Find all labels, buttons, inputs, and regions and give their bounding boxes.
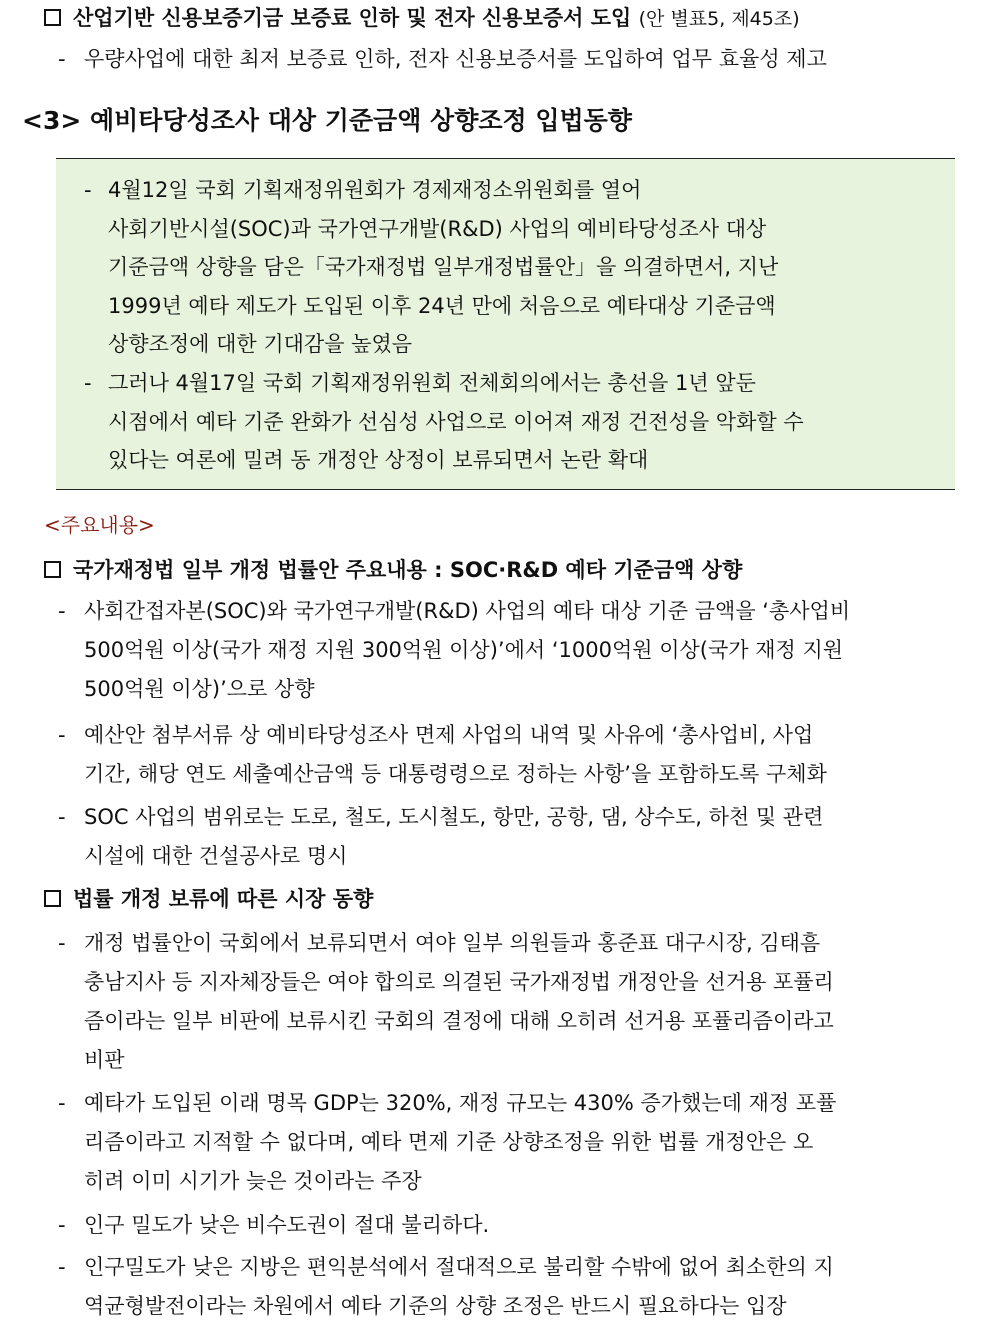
text-line: 즘이라는 일부 비판에 보류시킨 국회의 결정에 대해 오히려 선거용 포퓰리즘이라고 <box>84 1009 834 1033</box>
text-line: 예타가 도입된 이래 명목 GDP는 320%, 재정 규모는 430% 증가했는데 재정 포퓰 <box>84 1091 837 1115</box>
text-line: 있다는 여론에 밀려 동 개정안 상정이 보류되면서 논란 확대 <box>108 448 649 472</box>
heading-credit-guarantee <box>44 3 980 34</box>
bullet-populism-criticism: - 개정 법률안이 국회에서 보류되면서 여야 일부 의원들과 홍준표 대구시장, 김태흠 충남지사 등 지자체장들은 여야 합의로 의결된 국가재정법 개정안을 선거용 포퓰리 즘이라는 일부 비판에 보류시킨 국회의 결정에 대해 오히려 선거용 포퓰리즘이라고 비판 <box>58 924 980 1080</box>
text-line: 충남지사 등 지자체장들은 여야 합의로 의결된 국가재정법 개정안을 선거용 포퓰리 <box>84 970 834 994</box>
heading-market-trend <box>44 884 980 914</box>
text-line: (안 별표5, 제45조) <box>638 8 800 30</box>
bullet-gdp-growth: - 예타가 도입된 이래 명목 GDP는 320%, 재정 규모는 430% 증가했는데 재정 포퓰 리즘이라고 지적할 수 없다며, 예타 면제 기준 상향조정을 위한 법률 개정안은 오 히려 이미 시기가 늦은 것이라는 주장 <box>58 1084 980 1201</box>
text-line: 국가재정법 일부 개정 법률안 주요내용 : SOC·R&D 예타 기준금액 상향 <box>73 558 743 582</box>
text-line: 상향조정에 대한 기대감을 높였음 <box>108 332 413 356</box>
major-content-label: <주요내용> <box>44 513 155 537</box>
text-line: SOC 사업의 범위로는 도로, 철도, 도시철도, 항만, 공항, 댐, 상수도, 하천 및 관련 <box>84 805 824 829</box>
text-line: 시점에서 예타 기준 완화가 선심성 사업으로 이어져 재정 건전성을 악화할 수 <box>108 409 804 434</box>
text-line: 인구 밀도가 낮은 비수도권이 절대 불리하다. <box>84 1213 490 1237</box>
section-title: <3> 예비타당성조사 대상 기준금액 상향조정 입법동향 <box>22 106 632 135</box>
bullet-non-capital-disadvantage: - 인구 밀도가 낮은 비수도권이 절대 불리하다. <box>58 1213 490 1237</box>
text-line: 1999년 예타 제도가 도입된 이후 24년 만에 처음으로 예타대상 기준금액 <box>108 293 776 318</box>
text-line: 기간, 해당 연도 세출예산금액 등 대통령령으로 정하는 사항’을 포함하도록 구체화 <box>84 762 827 786</box>
text-line: 비판 <box>84 1048 125 1072</box>
summary-bullet-2: - 그러나 4월17일 국회 기획재정위원회 전체회의에서는 총선을 1년 앞둔 시점에서 예타 기준 완화가 선심성 사업으로 이어져 재정 건전성을 악화할 수 있다는 여론에 밀려 동 개정안 상정이 보류되면서 논란 확대 <box>84 364 945 480</box>
heading-amendment-content <box>44 555 980 585</box>
bullet-credit-guarantee: - 우량사업에 대한 최저 보증료 인하, 전자 신용보증서를 도입하여 업무 효율성 제고 <box>58 47 827 71</box>
text-line: 리즘이라고 지적할 수 없다며, 예타 면제 기준 상향조정을 위한 법률 개정안은 오 <box>84 1130 814 1154</box>
text-line: 기준금액 상향을 담은「국가재정법 일부개정법률안」을 의결하면서, 지난 <box>108 255 779 279</box>
text-line: 500억원 이상(국가 재정 지원 300억원 이상)’에서 ‘1000억원 이상(국가 재정 지원 <box>84 638 844 662</box>
bullet-exemption-details: - 예산안 첨부서류 상 예비타당성조사 면제 사업의 내역 및 사유에 ‘총사업비, 사업 기간, 해당 연도 세출예산금액 등 대통령령으로 정하는 사항’을 포함하도록 구체화 <box>58 716 980 794</box>
text-line: 법률 개정 보류에 따른 시장 동향 <box>73 887 374 911</box>
text-line: 4월12일 국회 기획재정위원회가 경제재정소위원회를 열어 <box>108 178 642 202</box>
bullet-threshold-raise: - 사회간접자본(SOC)와 국가연구개발(R&D) 사업의 예타 대상 기준 금액을 ‘총사업비 500억원 이상(국가 재정 지원 300억원 이상)’에서 ‘1000억원 이상(국가 재정 지원 500억원 이상)’으로 상향 <box>58 592 980 709</box>
text-line: 역균형발전이라는 차원에서 예타 기준의 상향 조정은 반드시 필요하다는 입장 <box>84 1294 787 1318</box>
summary-box <box>56 158 955 490</box>
text-line: 사회간접자본(SOC)와 국가연구개발(R&D) 사업의 예타 대상 기준 금액을 ‘총사업비 <box>84 599 851 623</box>
text-line: 우량사업에 대한 최저 보증료 인하, 전자 신용보증서를 도입하여 업무 효율성 제고 <box>84 47 827 71</box>
text-line: 히려 이미 시기가 늦은 것이라는 주장 <box>84 1169 422 1193</box>
bullet-soc-scope: - SOC 사업의 범위로는 도로, 철도, 도시철도, 항만, 공항, 댐, 상수도, 하천 및 관련 시설에 대한 건설공사로 명시 <box>58 798 980 876</box>
text-line: 예산안 첨부서류 상 예비타당성조사 면제 사업의 내역 및 사유에 ‘총사업비, 사업 <box>84 723 814 747</box>
text-line: 사회기반시설(SOC)과 국가연구개발(R&D) 사업의 예비타당성조사 대상 <box>108 216 767 241</box>
text-line: 개정 법률안이 국회에서 보류되면서 여야 일부 의원들과 홍준표 대구시장, 김태흠 <box>84 931 821 955</box>
text-line: 인구밀도가 낮은 지방은 편익분석에서 절대적으로 불리할 수밖에 없어 최소한의 지 <box>84 1255 834 1279</box>
text-line: 그러나 4월17일 국회 기획재정위원회 전체회의에서는 총선을 1년 앞둔 <box>108 371 756 395</box>
checkbox-square-icon <box>44 890 61 907</box>
checkbox-square-icon <box>44 561 61 578</box>
bullet-regional-balance: - 인구밀도가 낮은 지방은 편익분석에서 절대적으로 불리할 수밖에 없어 최소한의 지 역균형발전이라는 차원에서 예타 기준의 상향 조정은 반드시 필요하다는 입장 <box>58 1248 980 1326</box>
checkbox-square-icon <box>44 9 61 26</box>
text-line: 500억원 이상)’으로 상향 <box>84 677 315 701</box>
text-line: 시설에 대한 건설공사로 명시 <box>84 844 348 868</box>
text-line: 산업기반 신용보증기금 보증료 인하 및 전자 신용보증서 도입 <box>73 6 632 30</box>
summary-bullet-1: - 4월12일 국회 기획재정위원회가 경제재정소위원회를 열어 사회기반시설(SOC)과 국가연구개발(R&D) 사업의 예비타당성조사 대상 기준금액 상향을 담은「국가재정법 일부개정법률안」을 의결하면서, 지난 1999년 예타 제도가 도입된 이후 24년 만에 처음으로 예타대상 기준금액 상향조정에 대한 기대감을 높였음 <box>84 171 945 364</box>
